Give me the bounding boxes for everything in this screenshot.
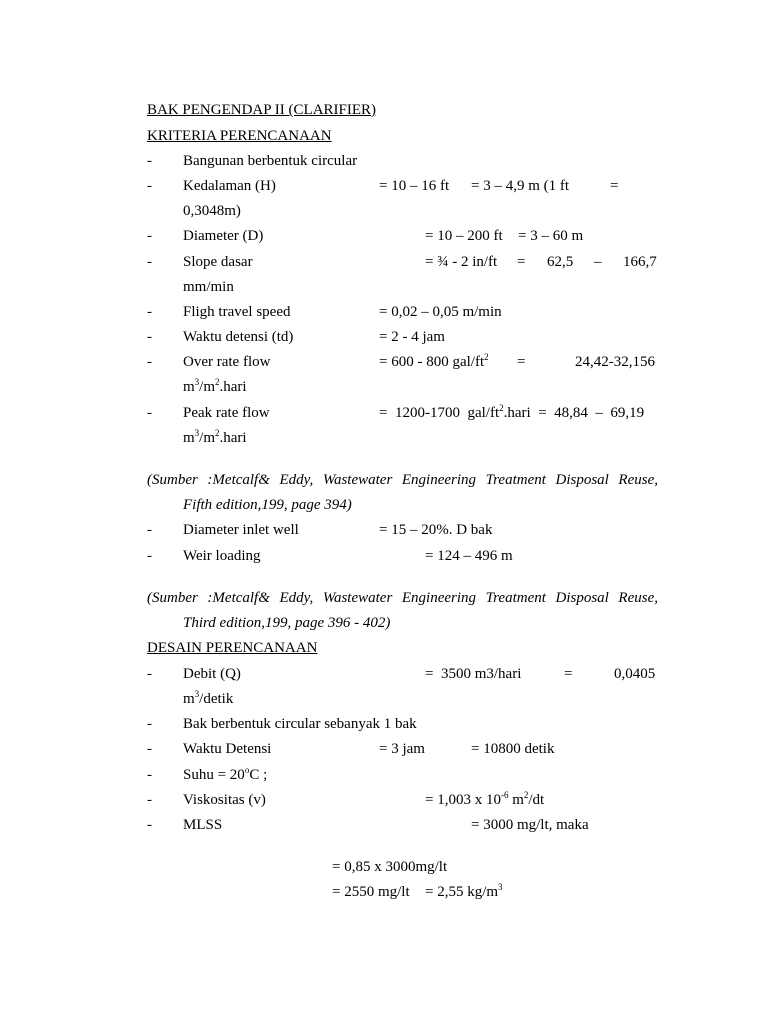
bullet-dash: -	[147, 522, 152, 538]
criteria-value-weir-loading: = 124 – 496 m	[425, 548, 513, 564]
design-value-debit-day: = 3500 m3/hari	[425, 666, 522, 682]
design-item-temperature: Suhu = $20^oC$ ;	[183, 765, 268, 783]
design-item-tank-count: Bak berbentuk circular sebanyak 1 bak	[183, 716, 417, 732]
criteria-label-diameter: Diameter (D)	[183, 228, 264, 244]
source-citation-1: (Sumber :Metcalf& Eddy, Wastewater Engineering Treatment Disposal Reuse,	[147, 472, 658, 488]
criteria-value-slope-dash: –	[594, 254, 602, 270]
source-citation-2-cont: Third edition,199, page 396 - 402)	[183, 615, 391, 631]
criteria-value-overflow-m: 24,42-32,156	[575, 354, 655, 370]
bullet-dash: -	[147, 666, 152, 682]
bullet-dash: -	[147, 741, 152, 757]
calc-line-2-kg: = 2,55 $kg/m^3$	[425, 882, 503, 900]
design-label-mlss: MLSS	[183, 817, 223, 833]
criteria-value-overflow-gal: = 600 - 800 gal/$ft^2$	[379, 352, 489, 370]
criteria-value-slope-max: 166,7	[623, 254, 657, 270]
criteria-value-overflow-eq: =	[517, 354, 526, 370]
bullet-dash: -	[147, 405, 152, 421]
criteria-value-peak-rate-unit: $m^3/m^2.hari$	[183, 428, 247, 446]
criteria-value-depth-eq: =	[610, 178, 619, 194]
calc-line-2-mg: = 2550 mg/lt	[332, 884, 410, 900]
bullet-dash: -	[147, 354, 152, 370]
criteria-value-peak-rate: = 1200-1700 gal/$ft^2.hari = 48,84 - 69,19$	[379, 403, 645, 421]
criteria-value-diameter-ft: = 10 – 200 ft	[425, 228, 503, 244]
design-value-viscosity: = 1,003 x $10^{-6}$ $m^2/dt$	[425, 790, 545, 808]
criteria-label-detention: Waktu detensi (td)	[183, 329, 294, 345]
criteria-label-flight-speed: Fligh travel speed	[183, 304, 291, 320]
bullet-dash: -	[147, 817, 152, 833]
criteria-value-slope-unit: mm/min	[183, 279, 234, 295]
criteria-label-inlet-well: Diameter inlet well	[183, 522, 299, 538]
criteria-value-slope-min: 62,5	[547, 254, 574, 270]
criteria-value-depth-m: = 3 – 4,9 m (1 ft	[471, 178, 570, 194]
criteria-value-inlet-well: = 15 – 20%. D bak	[379, 522, 493, 538]
criteria-label-peak-rate: Peak rate flow	[183, 405, 270, 421]
desain-heading: DESAIN PERENCANAAN	[147, 640, 318, 656]
design-value-detention-sec: = 10800 detik	[471, 741, 555, 757]
bullet-dash: -	[147, 304, 152, 320]
bullet-dash: -	[147, 792, 152, 808]
bullet-dash: -	[147, 767, 152, 783]
document-title: BAK PENGENDAP II (CLARIFIER)	[147, 102, 377, 118]
design-value-debit-sec: 0,0405	[614, 666, 656, 682]
criteria-label-depth: Kedalaman (H)	[183, 178, 276, 194]
design-label-detention: Waktu Detensi	[183, 741, 272, 757]
bullet-dash: -	[147, 153, 152, 169]
design-value-detention-hr: = 3 jam	[379, 741, 425, 757]
criteria-value-diameter-m: = 3 – 60 m	[518, 228, 584, 244]
source-citation-2: (Sumber :Metcalf& Eddy, Wastewater Engineering Treatment Disposal Reuse,	[147, 590, 658, 606]
criteria-label-overflow-rate: Over rate flow	[183, 354, 271, 370]
kriteria-heading: KRITERIA PERENCANAAN	[147, 128, 332, 144]
bullet-dash: -	[147, 178, 152, 194]
criteria-item-shape: Bangunan berbentuk circular	[183, 153, 358, 169]
design-label-viscosity: Viskositas (v)	[183, 792, 266, 808]
criteria-value-depth-ft: = 10 – 16 ft	[379, 178, 450, 194]
criteria-value-slope-eq: =	[517, 254, 526, 270]
bullet-dash: -	[147, 254, 152, 270]
bullet-dash: -	[147, 329, 152, 345]
bullet-dash: -	[147, 716, 152, 732]
design-value-debit-eq: =	[564, 666, 573, 682]
bullet-dash: -	[147, 548, 152, 564]
criteria-value-slope-in: = ¾ - 2 in/ft	[425, 254, 498, 270]
criteria-label-slope: Slope dasar	[183, 254, 253, 270]
design-value-mlss: = 3000 mg/lt, maka	[471, 817, 589, 833]
design-value-debit-unit: $m^3$/detik	[183, 689, 234, 707]
design-label-debit: Debit (Q)	[183, 666, 241, 682]
criteria-value-overflow-unit: $m^3/m^2.hari$	[183, 377, 247, 395]
criteria-label-weir-loading: Weir loading	[183, 548, 261, 564]
source-citation-1-cont: Fifth edition,199, page 394)	[183, 497, 352, 513]
bullet-dash: -	[147, 228, 152, 244]
calc-line-1: = 0,85 x 3000mg/lt	[332, 859, 448, 875]
criteria-value-flight-speed: = 0,02 – 0,05 m/min	[379, 304, 502, 320]
criteria-value-detention: = 2 - 4 jam	[379, 329, 445, 345]
criteria-value-depth-cont: 0,3048m)	[183, 203, 241, 219]
